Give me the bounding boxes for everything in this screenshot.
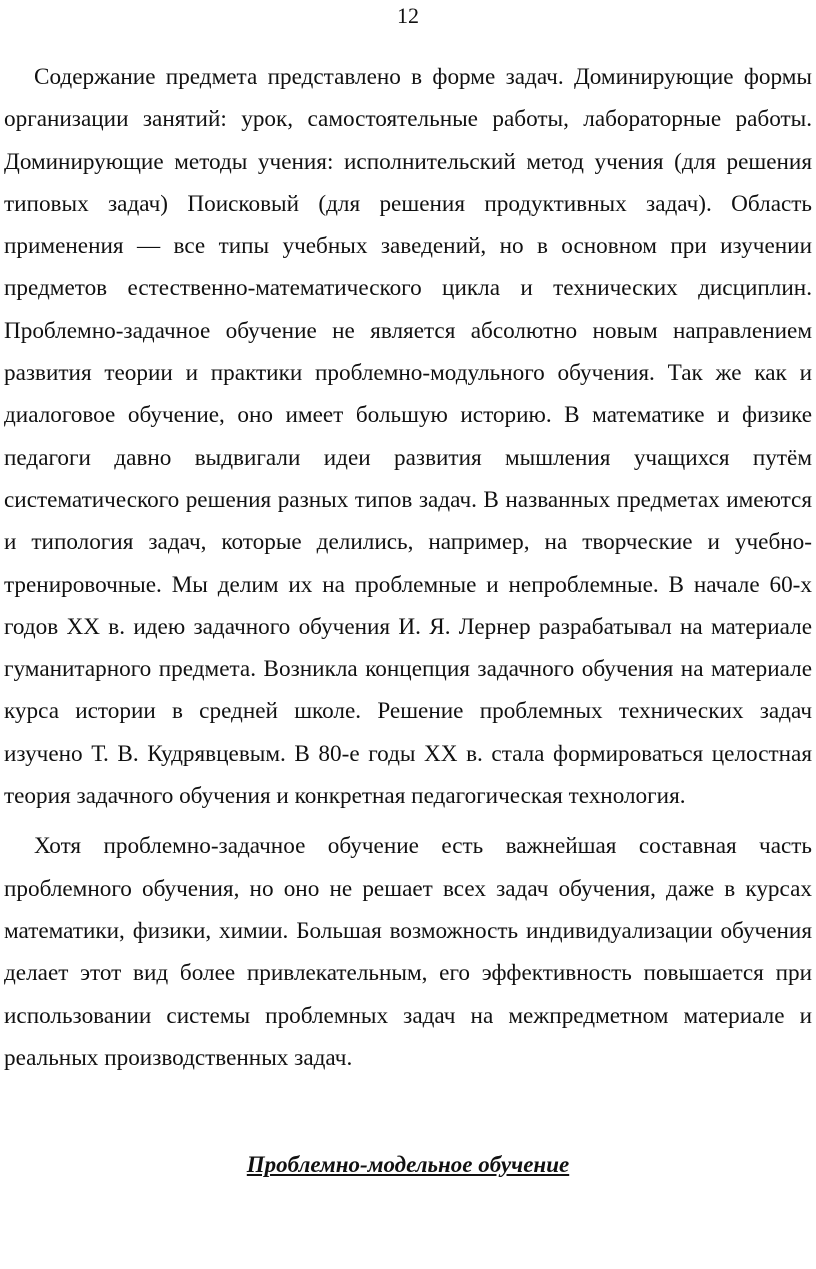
paragraph-1: Содержание предмета представлено в форме задач. Доминирующие формы организации занятий: урок, самостоятельные работы, лабораторные работы. Доминирующие методы учения: исполнительский метод учения (для решения типовых задач) Поисковый (для решения продуктивных задач). Область применения — все типы учебных заведений, но в основном при изучении предметов естественно-математического цикла и технических дисциплин. Проблемно-задачное обучение не является абсолютно новым направлением развития теории и практики проблемно-модульного обучения. Так же как и диалоговое обучение, оно имеет большую историю. В математике и физике педагоги давно выдвигали идеи развития мышления учащихся путём систематического решения разных типов задач. В названных предметах имеются и типология задач, которые делились, например, на творческие и учебно-тренировочные. Мы делим их на проблемные и непроблемные. В начале 60-х годов XX в. идею задачного обучения И. Я. Лернер разрабатывал на материале гуманитарного предмета. Возникла концепция задачного обучения на материале курса истории в средней школе. Решение проблемных технических задач изучено Т. В. Кудрявцевым. В 80-е годы XX в. стала формироваться целостная теория задачного обучения и конкретная педагогическая технология.	[4, 64, 812, 810]
section-heading: Проблемно-модельное обучение	[246, 1152, 570, 1177]
document-body	[4, 56, 812, 1079]
paragraph-2: Хотя проблемно-задачное обучение есть важнейшая составная часть проблемного обучения, но оно не решает всех задач обучения, даже в курсах математики, физики, химии. Большая возможность индивидуализации обучения делает этот вид более привлекательным, его эффективность повышается при использовании системы проблемных задач на межпредметном материале и реальных производственных задач.	[4, 833, 812, 1071]
page-number: 12	[397, 3, 419, 28]
